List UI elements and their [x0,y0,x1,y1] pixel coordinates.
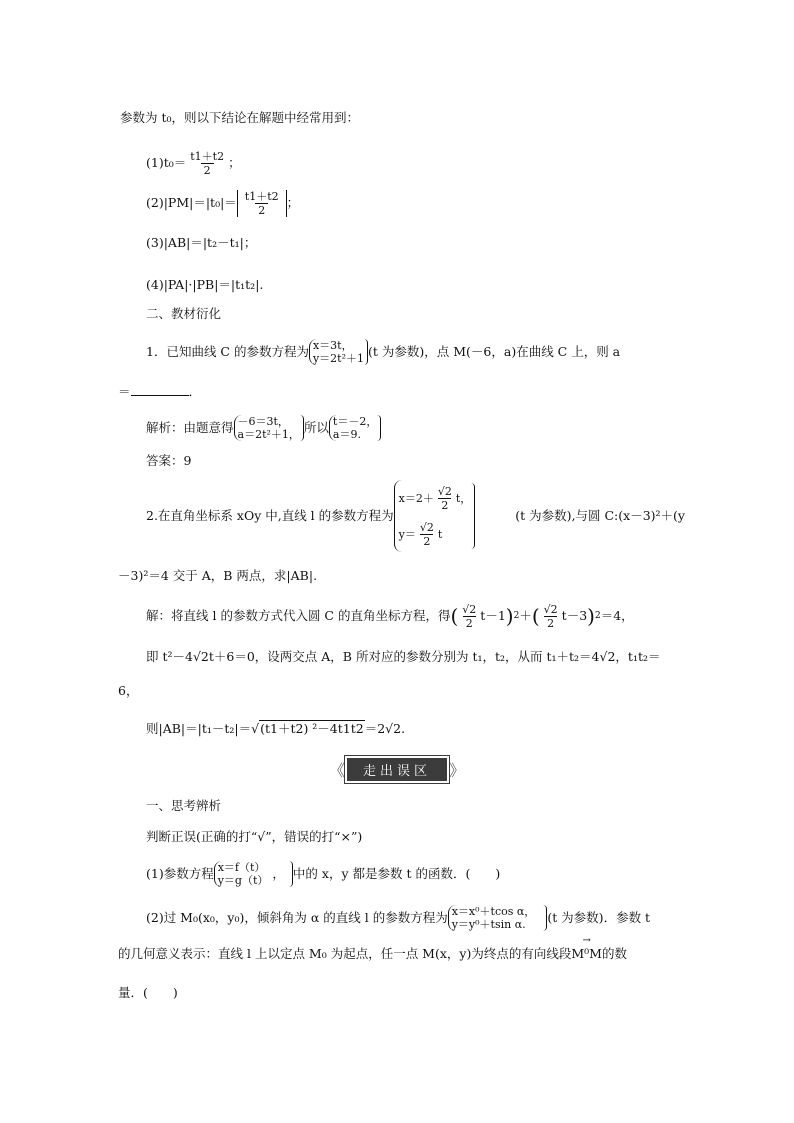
question-2: 2.在直角坐标系 xOy 中,直线 l 的参数方程为 x＝2＋ $\frac{√2}{2}$ t， y＝ $\frac{√2}{2}$ t (t 为参数),与圆 C:(x－3)²＋(y [146,478,685,554]
judge-item-2: (2)过 M₀(x₀，y₀)，倾斜角为 α 的直线 l 的参数方程为 x＝x⁰＋tcos α， y＝y⁰＋tsin α. (t 为参数)．参数 t [146,905,651,931]
judge-item-2-cont: 的几何意义表示：直线 l 上以定点 M₀ 为起点，任一点 M(x，y)为终点的有向线段 → M⁰M的数 [118,935,627,961]
judge-item-1: (1)参数方程 x＝f（t） y＝g（t） ， 中的 x，y 都是参数 t 的函数．( ) [146,861,501,887]
judge-instruction: 判断正误(正确的打“√”，错误的打“×”) [146,829,363,844]
equation-system: x＝3t， y＝2t²＋1 [309,339,364,365]
intro-text: 参数为 t₀，则以下结论在解题中经常用到： [120,110,360,125]
answer-blank [131,383,189,396]
judge-item-2-end: 量．( ) [118,985,178,1000]
equation-system: x＝2＋ $\frac{√2}{2}$ t， y＝ $\frac{√2}{2}$ t [394,480,472,552]
section-heading-textbook: 二、教材衍化 [146,306,222,321]
question-1-answer: 答案：9 [146,453,192,468]
vector-arrow-icon: → [582,935,591,946]
formula-1: (1)t₀＝ $\frac{t1+t2}{2}$ ； [146,149,241,177]
banner-right-ornament-icon: 》 [449,760,466,780]
question-2-cont: －3)²＝4 交于 A，B 两点，求|AB|. [118,568,318,583]
formula-4: (4)|PA|·|PB|＝|t₁t₂|. [146,277,264,292]
question-1-solution: 解析：由题意得 －6＝3t， a＝2t²＋1， 所以 t＝－2， a＝9. [146,412,381,444]
section-heading-thinking: 一、思考辨析 [146,798,222,813]
equation-system: x＝f（t） y＝g（t） [214,861,269,887]
question-1: 1．已知曲线 C 的参数方程为 x＝3t， y＝2t²＋1 (t 为参数)，点 M(－6，a)在曲线 C 上，则 a [146,339,621,365]
formula-2: (2)|PM|＝|t₀|＝ $\frac{t1+t2}{2}$ ； [146,189,300,217]
equation-system: t＝－2， a＝9. [329,415,377,441]
question-2-solution-4: 则|AB|＝|t₁－t₂|＝√(t1＋t2) ²－4t1t2＝2√2. [146,721,406,736]
equation-system: x＝x⁰＋tcos α， y＝y⁰＋tsin α. [448,905,536,931]
formula-3: (3)|AB|＝|t₂－t₁|； [146,235,257,250]
question-2-solution-1: 解：将直线 l 的参数方式代入圆 C 的直角坐标方程，得 ( $\frac{√2}{2}$ t－1 ) 2 ＋ ( $\frac{√2}{2}$ t－3 ) 2 ＝4， [146,602,634,630]
question-2-solution-3: 6， [118,683,139,698]
question-2-solution-2: 即 t²－4√2t＋6＝0，设两交点 A，B 所对应的参数分别为 t₁，t₂，从而 t₁＋t₂＝4√2，t₁t₂＝ [146,649,661,664]
banner-left-ornament-icon: 《 [328,760,345,780]
fraction: $\frac{t1+t2}{2}$ [190,149,225,177]
section-banner: 《 走出误区 》 [327,758,467,780]
absolute-value: $\frac{t1+t2}{2}$ [237,190,287,217]
equation-system: －6＝3t， a＝2t²＋1， [234,415,300,441]
question-1-blank: ＝ ． [118,384,202,399]
